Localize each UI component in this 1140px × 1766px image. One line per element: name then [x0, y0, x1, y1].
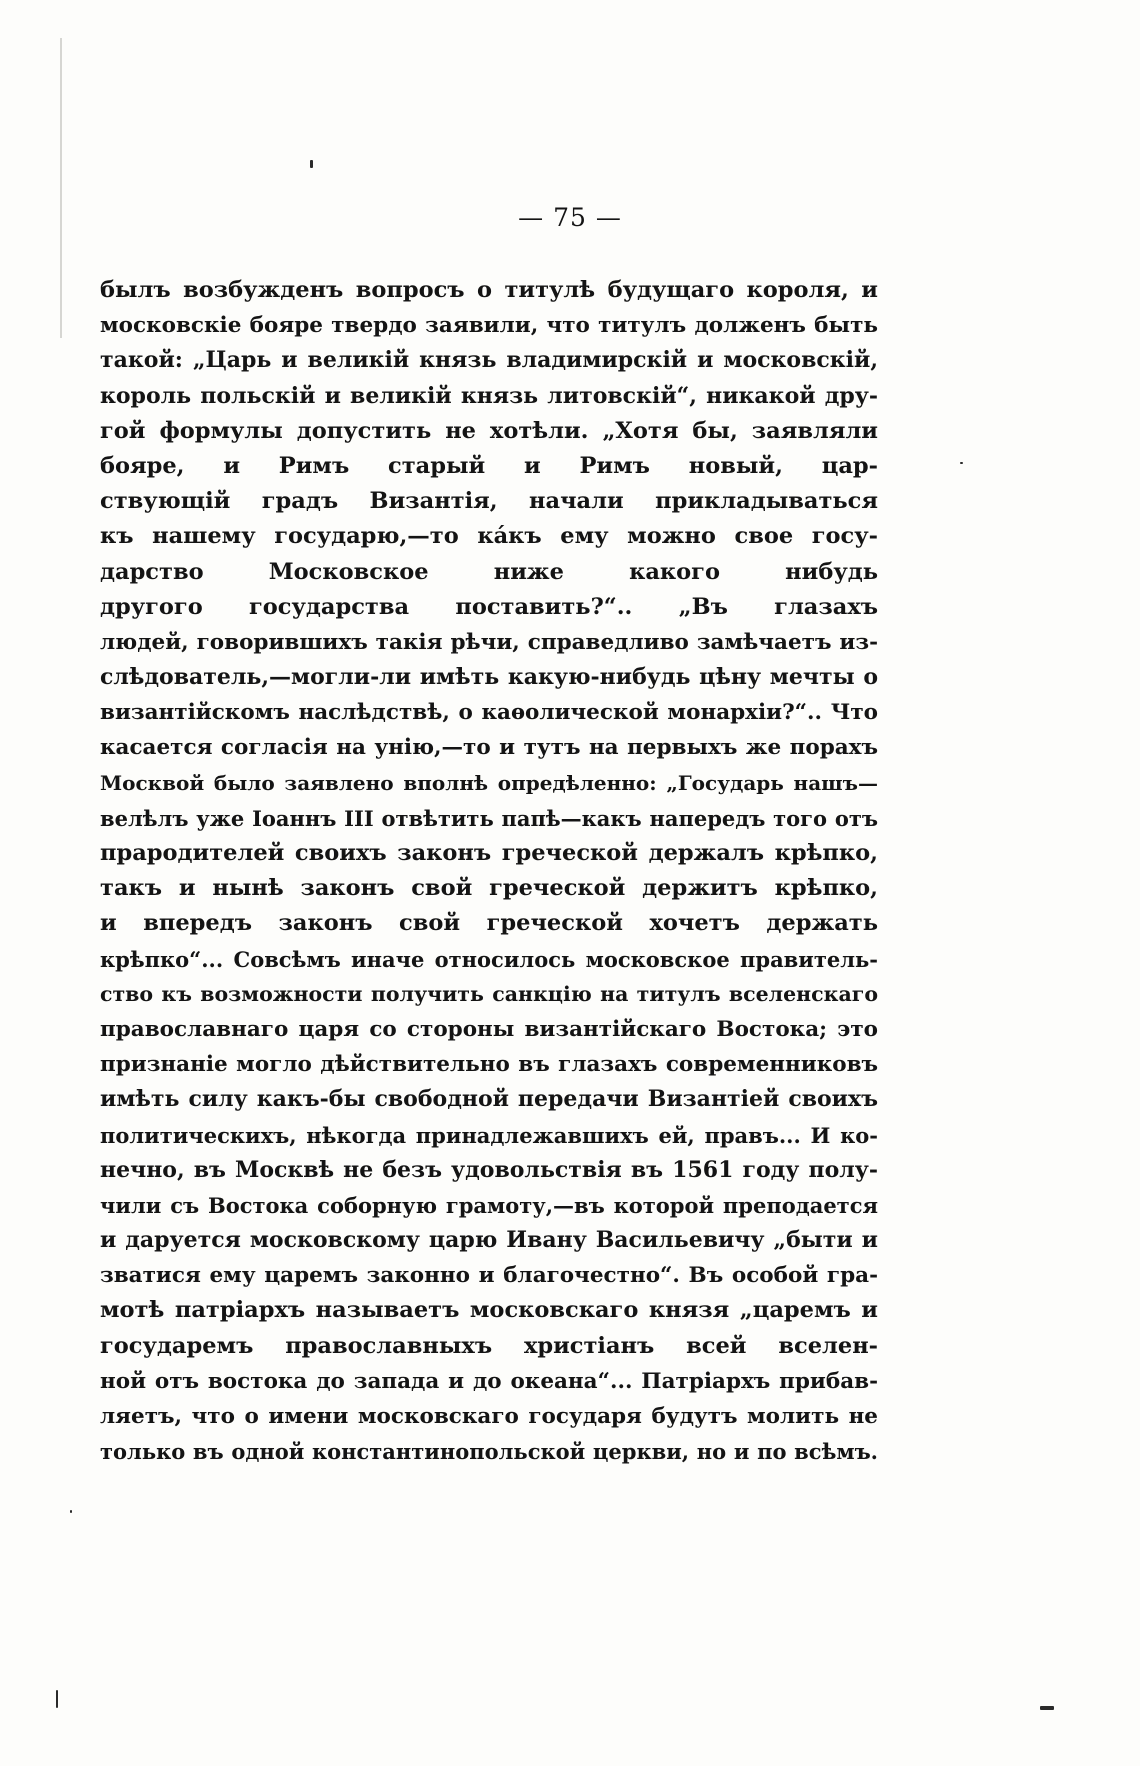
text-line: король польскій и великій князь литовскій“, никакой дру-: [100, 382, 878, 409]
text-line: ствующій градъ Византія, начали прикладываться: [100, 488, 878, 515]
page-number: — 75 —: [518, 203, 622, 232]
scan-speck: [1040, 1706, 1054, 1710]
text-line: бояре, и Римъ старый и Римъ новый, цар-: [100, 452, 878, 479]
text-line: былъ возбужденъ вопросъ о титулѣ будущаго короля, и: [100, 277, 878, 303]
text-line: признаніе могло дѣйствительно въ глазахъ современниковъ: [100, 1052, 878, 1078]
text-line: такой: „Царь и великій князь владимирскій и московскій,: [100, 347, 878, 374]
text-line: ной отъ востока до запада и до океана“... Патріархъ прибав-: [100, 1368, 878, 1394]
scan-edge-rule: [60, 38, 62, 338]
text-line: ляетъ, что о имени московскаго государя будутъ молить не: [100, 1404, 878, 1429]
text-line: крѣпко“... Совсѣмъ иначе относилось московское правитель-: [100, 946, 878, 972]
text-line: чили съ Востока соборную грамоту,—въ которой преподается: [100, 1192, 878, 1218]
text-line: Москвой было заявлено вполнѣ опредѣленно: „Государь нашъ—: [100, 770, 878, 795]
text-line: велѣлъ уже Іоаннъ III отвѣтить папѣ—какъ напередъ того отъ: [100, 805, 878, 831]
text-line: нечно, въ Москвѣ не безъ удовольствія въ 1561 году полу-: [100, 1156, 878, 1183]
text-line: другого государства поставить?“.. „Въ глазахъ: [100, 593, 878, 620]
text-line: дарство Московское ниже какого нибудь: [100, 558, 878, 585]
text-line: слѣдователь,—могли-ли имѣть какую-нибудь цѣну мечты о: [100, 664, 878, 691]
body-text: [100, 273, 878, 1469]
text-line: имѣть силу какъ-бы свободной передачи Византіей своихъ: [100, 1086, 878, 1113]
scan-speck: [70, 1510, 72, 1513]
text-line: политическихъ, нѣкогда принадлежавшихъ ей, правъ... И ко-: [100, 1122, 878, 1148]
text-line: государемъ православныхъ христіанъ всей вселен-: [100, 1332, 878, 1359]
text-line: людей, говорившихъ такія рѣчи, справедливо замѣчаетъ из-: [100, 629, 878, 655]
text-line: ство къ возможности получить санкцію на титулъ вселенскаго: [100, 981, 878, 1006]
scan-speck: [960, 462, 963, 464]
text-line: мотѣ патріархъ называетъ московскаго князя „царемъ и: [100, 1297, 878, 1324]
scan-speck: [310, 160, 313, 168]
text-line: гой формулы допустить не хотѣли. „Хотя бы, заявляли: [100, 417, 878, 444]
text-line: и даруется московскому царю Ивану Васильевичу „быти и: [100, 1227, 878, 1254]
text-line: московскіе бояре твердо заявили, что титулъ долженъ быть: [100, 313, 878, 339]
text-line: византійскомъ наслѣдствѣ, о каѳолической монархіи?“.. Что: [100, 700, 878, 726]
text-line: православнаго царя со стороны византійскаго Востока; это: [100, 1016, 878, 1042]
text-line: касается согласія на унію,—то и тутъ на первыхъ же порахъ: [100, 735, 878, 761]
text-line: прародителей своихъ законъ греческой держалъ крѣпко,: [100, 840, 878, 866]
scan-speck: [56, 1690, 58, 1708]
text-line: только въ одной константинопольской церкви, но и по всѣмъ.: [100, 1439, 878, 1465]
text-line: къ нашему государю,—то кáкъ ему можно свое госу-: [100, 523, 878, 550]
text-line: и впередъ законъ свой греческой хочетъ держать: [100, 910, 878, 937]
text-line: зватися ему царемъ законно и благочестно“. Въ особой гра-: [100, 1263, 878, 1289]
text-line: такъ и нынѣ законъ свой греческой держитъ крѣпко,: [100, 875, 878, 902]
